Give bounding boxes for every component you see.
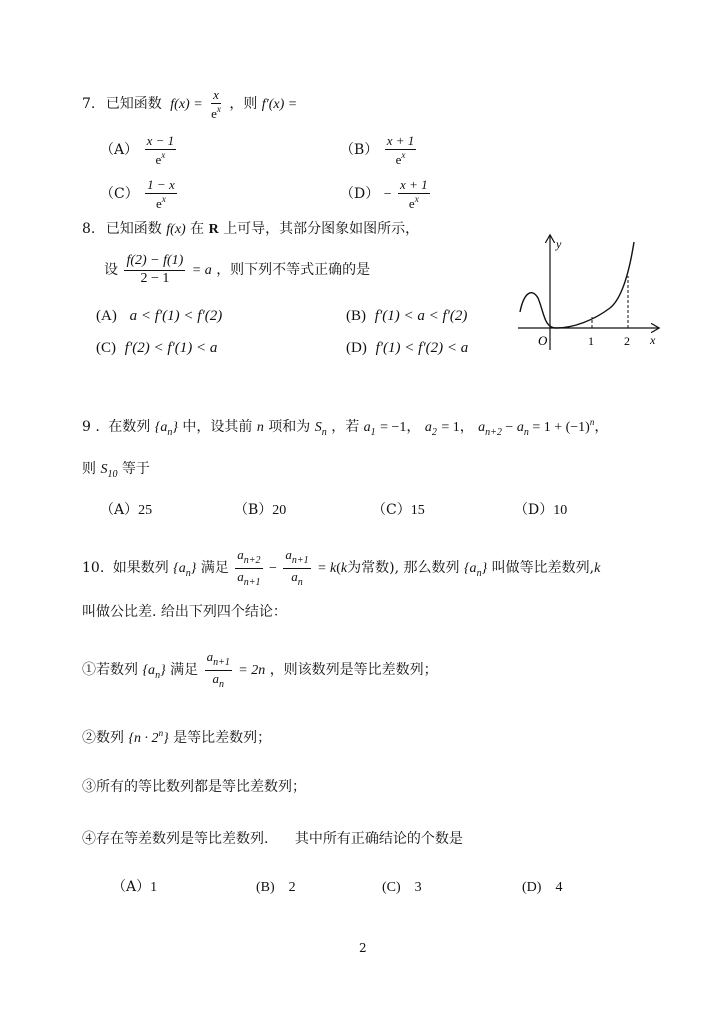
- q7-option-num: x − 1: [146, 133, 175, 148]
- q10-option-label: (D): [522, 880, 542, 895]
- q8-option-d: [346, 340, 468, 356]
- q10-option-label: （A）: [112, 879, 151, 895]
- q10-text: 是等比差数列；: [173, 730, 272, 746]
- q9-text: 项和为: [268, 419, 311, 435]
- q8-option-label: (A): [96, 308, 117, 324]
- q8-option-c: [96, 340, 217, 356]
- origin-label: O: [538, 333, 548, 348]
- q7-option-c: [100, 178, 179, 210]
- q9-option-label: （B）: [234, 502, 273, 518]
- q9-option-d: [514, 503, 567, 518]
- q9-option-label: （D）: [514, 502, 554, 518]
- q10-s1-num-sub: n+1: [213, 657, 230, 668]
- q10-number: 10.: [82, 560, 105, 576]
- q9-rec-minus: −: [501, 420, 517, 435]
- q10-f1-den: a: [237, 568, 244, 584]
- q9-number: 9 .: [82, 419, 100, 435]
- q7-option-exp: x: [414, 193, 419, 204]
- q9-text: 在数列: [108, 419, 151, 435]
- q7-option-label: （C）: [100, 186, 139, 203]
- q10-option-value: 4: [555, 880, 563, 895]
- q9-a1-sub: 1: [370, 427, 376, 438]
- q10-text: ③所有的等比数列都是等比差数列；: [82, 779, 306, 795]
- q10-seq2: {a: [463, 561, 477, 576]
- q8-func: f(x): [166, 222, 186, 237]
- q10-k: k: [340, 561, 348, 576]
- q8-text: ，则下列不等式正确的是: [216, 262, 371, 279]
- q10-f2-num: a: [285, 547, 292, 562]
- q7-option-den: e: [408, 195, 415, 211]
- q8-option-b: [346, 308, 467, 324]
- q10-f1-num: a: [237, 547, 244, 562]
- q7-option-sign: −: [383, 187, 392, 203]
- q9-rec-b-sub: n: [523, 427, 529, 438]
- q7-stem: [82, 88, 297, 120]
- q9-option-value: 20: [272, 503, 287, 518]
- q10-option-value: 3: [414, 880, 422, 895]
- q10-line2: [82, 605, 287, 619]
- q10-s2-expr: {n · 2: [128, 731, 159, 746]
- q7-then-text: ，则: [229, 96, 258, 113]
- q7-option-num: 1 − x: [147, 177, 175, 192]
- q10-s1-den-sub: n: [218, 678, 224, 690]
- q8-option-expr: f′(1) < f′(2) < a: [375, 340, 469, 356]
- q9-comma: ，: [406, 419, 421, 435]
- q7-option-b: [340, 134, 418, 166]
- q10-option-value: 1: [150, 880, 158, 895]
- q10-seq-sub: n: [185, 568, 191, 579]
- q9-a2-sub: 2: [431, 427, 437, 438]
- q7-fraction: [209, 88, 223, 120]
- q10-f2-den-sub: n: [297, 576, 303, 588]
- q9-seq-close: }: [172, 420, 178, 435]
- q10-statement-4: [82, 832, 463, 846]
- q8-fraction: [124, 254, 185, 286]
- q10-text: ，则该数列是等比差数列；: [269, 662, 438, 678]
- q9-a1: a: [363, 420, 371, 435]
- q9-S10: S: [100, 462, 108, 477]
- q7-option-label: （A）: [100, 142, 139, 159]
- q10-line1: [82, 548, 600, 588]
- q10-text: 叫做公比差. 给出下列四个结论：: [82, 604, 287, 620]
- q9-comma: ，: [459, 419, 474, 435]
- q7-option-exp: x: [401, 149, 406, 160]
- q8-frac-num: f(2) − f(1): [124, 254, 185, 271]
- q10-option-b: [256, 880, 296, 895]
- q9-option-c: [372, 503, 425, 518]
- q9-rec-exp: n: [589, 417, 595, 427]
- q8-function-graph: [514, 232, 664, 352]
- q10-s1-fraction: [205, 650, 232, 690]
- q8-option-expr: f′(2) < f′(1) < a: [124, 340, 218, 356]
- q7-option-label: （D）: [340, 186, 380, 203]
- q9-text: 则: [82, 461, 96, 477]
- q9-line2: [82, 462, 150, 480]
- q9-S-sub: n: [321, 427, 327, 438]
- q7-option-a: [100, 134, 178, 166]
- q10-statement-2: [82, 729, 271, 746]
- q10-text: ④存在等差数列是等比差数列.: [82, 831, 269, 847]
- q10-s1-den: a: [212, 670, 219, 686]
- function-curve: [520, 242, 634, 328]
- q10-text: 满足: [200, 560, 229, 576]
- q10-f1-den-sub: n+1: [243, 576, 261, 588]
- q8-text: 已知函数: [105, 221, 162, 237]
- q7-option-label: （B）: [340, 142, 379, 159]
- q10-fraction-2: [283, 548, 310, 588]
- q7-option-fraction: [398, 178, 430, 210]
- q9-rec-eq: = 1 + (−1): [528, 420, 590, 435]
- q7-option-fraction: [145, 134, 177, 166]
- q10-s1-seq: {a: [142, 663, 156, 678]
- q9-seq: {a: [154, 420, 168, 435]
- q10-fraction-1: [235, 548, 262, 588]
- q9-option-value: 25: [138, 503, 153, 518]
- q10-text: 其中所有正确结论的个数是: [294, 831, 463, 847]
- q10-f2-den: a: [291, 568, 298, 584]
- q10-s1-num: a: [206, 649, 214, 664]
- q9-a2: a: [424, 420, 432, 435]
- q10-text: 为常数), 那么数列: [347, 560, 460, 576]
- y-axis-label: y: [556, 237, 562, 251]
- q10-k2: k: [594, 561, 601, 576]
- q10-minus: −: [269, 561, 277, 576]
- page-number: 2: [359, 941, 367, 955]
- q9-option-value: 15: [410, 503, 425, 518]
- q10-text: ①若数列: [82, 662, 138, 678]
- q7-option-den: e: [155, 151, 162, 167]
- q10-paren: (: [336, 561, 341, 576]
- q10-option-d: [522, 880, 562, 895]
- q9-rec-a: a: [478, 420, 486, 435]
- q10-seq2-sub: n: [476, 568, 482, 579]
- q8-option-label: (B): [346, 308, 366, 324]
- q9-option-label: （C）: [372, 502, 411, 518]
- q7-option-fraction: [145, 178, 177, 210]
- q10-f2-num-sub: n+1: [291, 555, 309, 566]
- q10-f1-num-sub: n+2: [243, 555, 261, 566]
- q10-text: 叫做等比差数列,: [491, 560, 595, 576]
- q7-option-num: x + 1: [386, 133, 415, 148]
- q7-option-exp: x: [161, 193, 166, 204]
- q7-func: f(x) =: [170, 97, 203, 113]
- q7-deriv: f′(x) =: [261, 97, 298, 113]
- q8-option-label: (D): [346, 340, 367, 356]
- q10-option-label: (C): [382, 880, 401, 895]
- q10-option-a: [112, 880, 157, 895]
- tick-label-2: 2: [624, 334, 630, 348]
- q7-frac-den-exp: x: [216, 103, 221, 114]
- q9-a2-val: = 1: [441, 420, 460, 435]
- q10-statement-3: [82, 780, 306, 794]
- q8-option-label: (C): [96, 340, 116, 356]
- q10-seq-close: }: [190, 561, 197, 576]
- q7-option-den: e: [156, 195, 162, 211]
- q10-s2-close: }: [163, 731, 169, 746]
- q10-text: 如果数列: [112, 560, 169, 576]
- q8-line1: [82, 222, 419, 237]
- q9-text: ，若: [331, 419, 360, 435]
- q9-a1-val: = −1: [380, 420, 407, 435]
- q7-option-exp: x: [161, 149, 166, 160]
- q7-frac-num: x: [213, 87, 219, 102]
- q8-frac-den: 2 − 1: [140, 270, 170, 286]
- q9-S10-sub: 10: [107, 469, 118, 480]
- q7-option-d: [340, 178, 432, 210]
- q10-option-label: (B): [256, 880, 275, 895]
- q9-option-value: 10: [553, 503, 568, 518]
- q8-eq: = a: [191, 263, 212, 279]
- q8-option-expr: f′(1) < a < f′(2): [374, 308, 468, 324]
- q8-text: 上可导，其部分图象如图所示，: [223, 221, 420, 237]
- q8-line2: [104, 254, 370, 286]
- q10-text: ②数列: [82, 730, 124, 746]
- q7-option-den: e: [395, 151, 402, 167]
- q7-stem-text: 已知函数: [105, 96, 162, 113]
- q7-number: 7.: [82, 96, 96, 113]
- q10-eq-k: = k: [317, 561, 337, 576]
- q10-s1-seq-close: }: [160, 663, 166, 678]
- q8-text: 在: [190, 221, 205, 237]
- q8-number: 8.: [82, 221, 96, 237]
- q8-real-set: R: [208, 222, 219, 237]
- q9-seq-sub: n: [167, 427, 173, 438]
- q9-option-a: [100, 503, 152, 518]
- q9-rec-a-sub: n+2: [485, 427, 502, 438]
- q9-option-label: （A）: [100, 502, 139, 518]
- q10-seq: {a: [173, 561, 186, 576]
- q9-rec-b: a: [516, 420, 524, 435]
- q10-option-value: 2: [288, 880, 296, 895]
- tick-label-1: 1: [588, 334, 594, 348]
- x-axis-label: x: [650, 333, 656, 347]
- q9-n: n: [256, 420, 264, 435]
- q10-s1-eq: = 2n: [238, 663, 266, 678]
- q10-option-c: [382, 880, 422, 895]
- q9-line1: [82, 418, 608, 438]
- q7-option-fraction: [385, 134, 417, 166]
- q10-s1-seq-sub: n: [155, 670, 161, 681]
- q9-end: ，: [594, 419, 609, 435]
- q8-option-expr: a < f′(1) < f′(2): [129, 308, 223, 324]
- q8-text: 设: [104, 262, 118, 279]
- q10-text: 满足: [170, 662, 199, 678]
- q9-text: 中，设其前: [182, 419, 253, 435]
- q9-text: 等于: [121, 461, 150, 477]
- q8-option-a: [96, 308, 222, 324]
- q10-s2-exp: n: [158, 728, 164, 738]
- q10-statement-1: [82, 650, 438, 690]
- q9-option-b: [234, 503, 286, 518]
- q10-seq2-close: }: [481, 561, 488, 576]
- q9-S: S: [314, 420, 322, 435]
- q7-frac-den: e: [211, 105, 217, 121]
- q7-option-num: x + 1: [400, 177, 428, 192]
